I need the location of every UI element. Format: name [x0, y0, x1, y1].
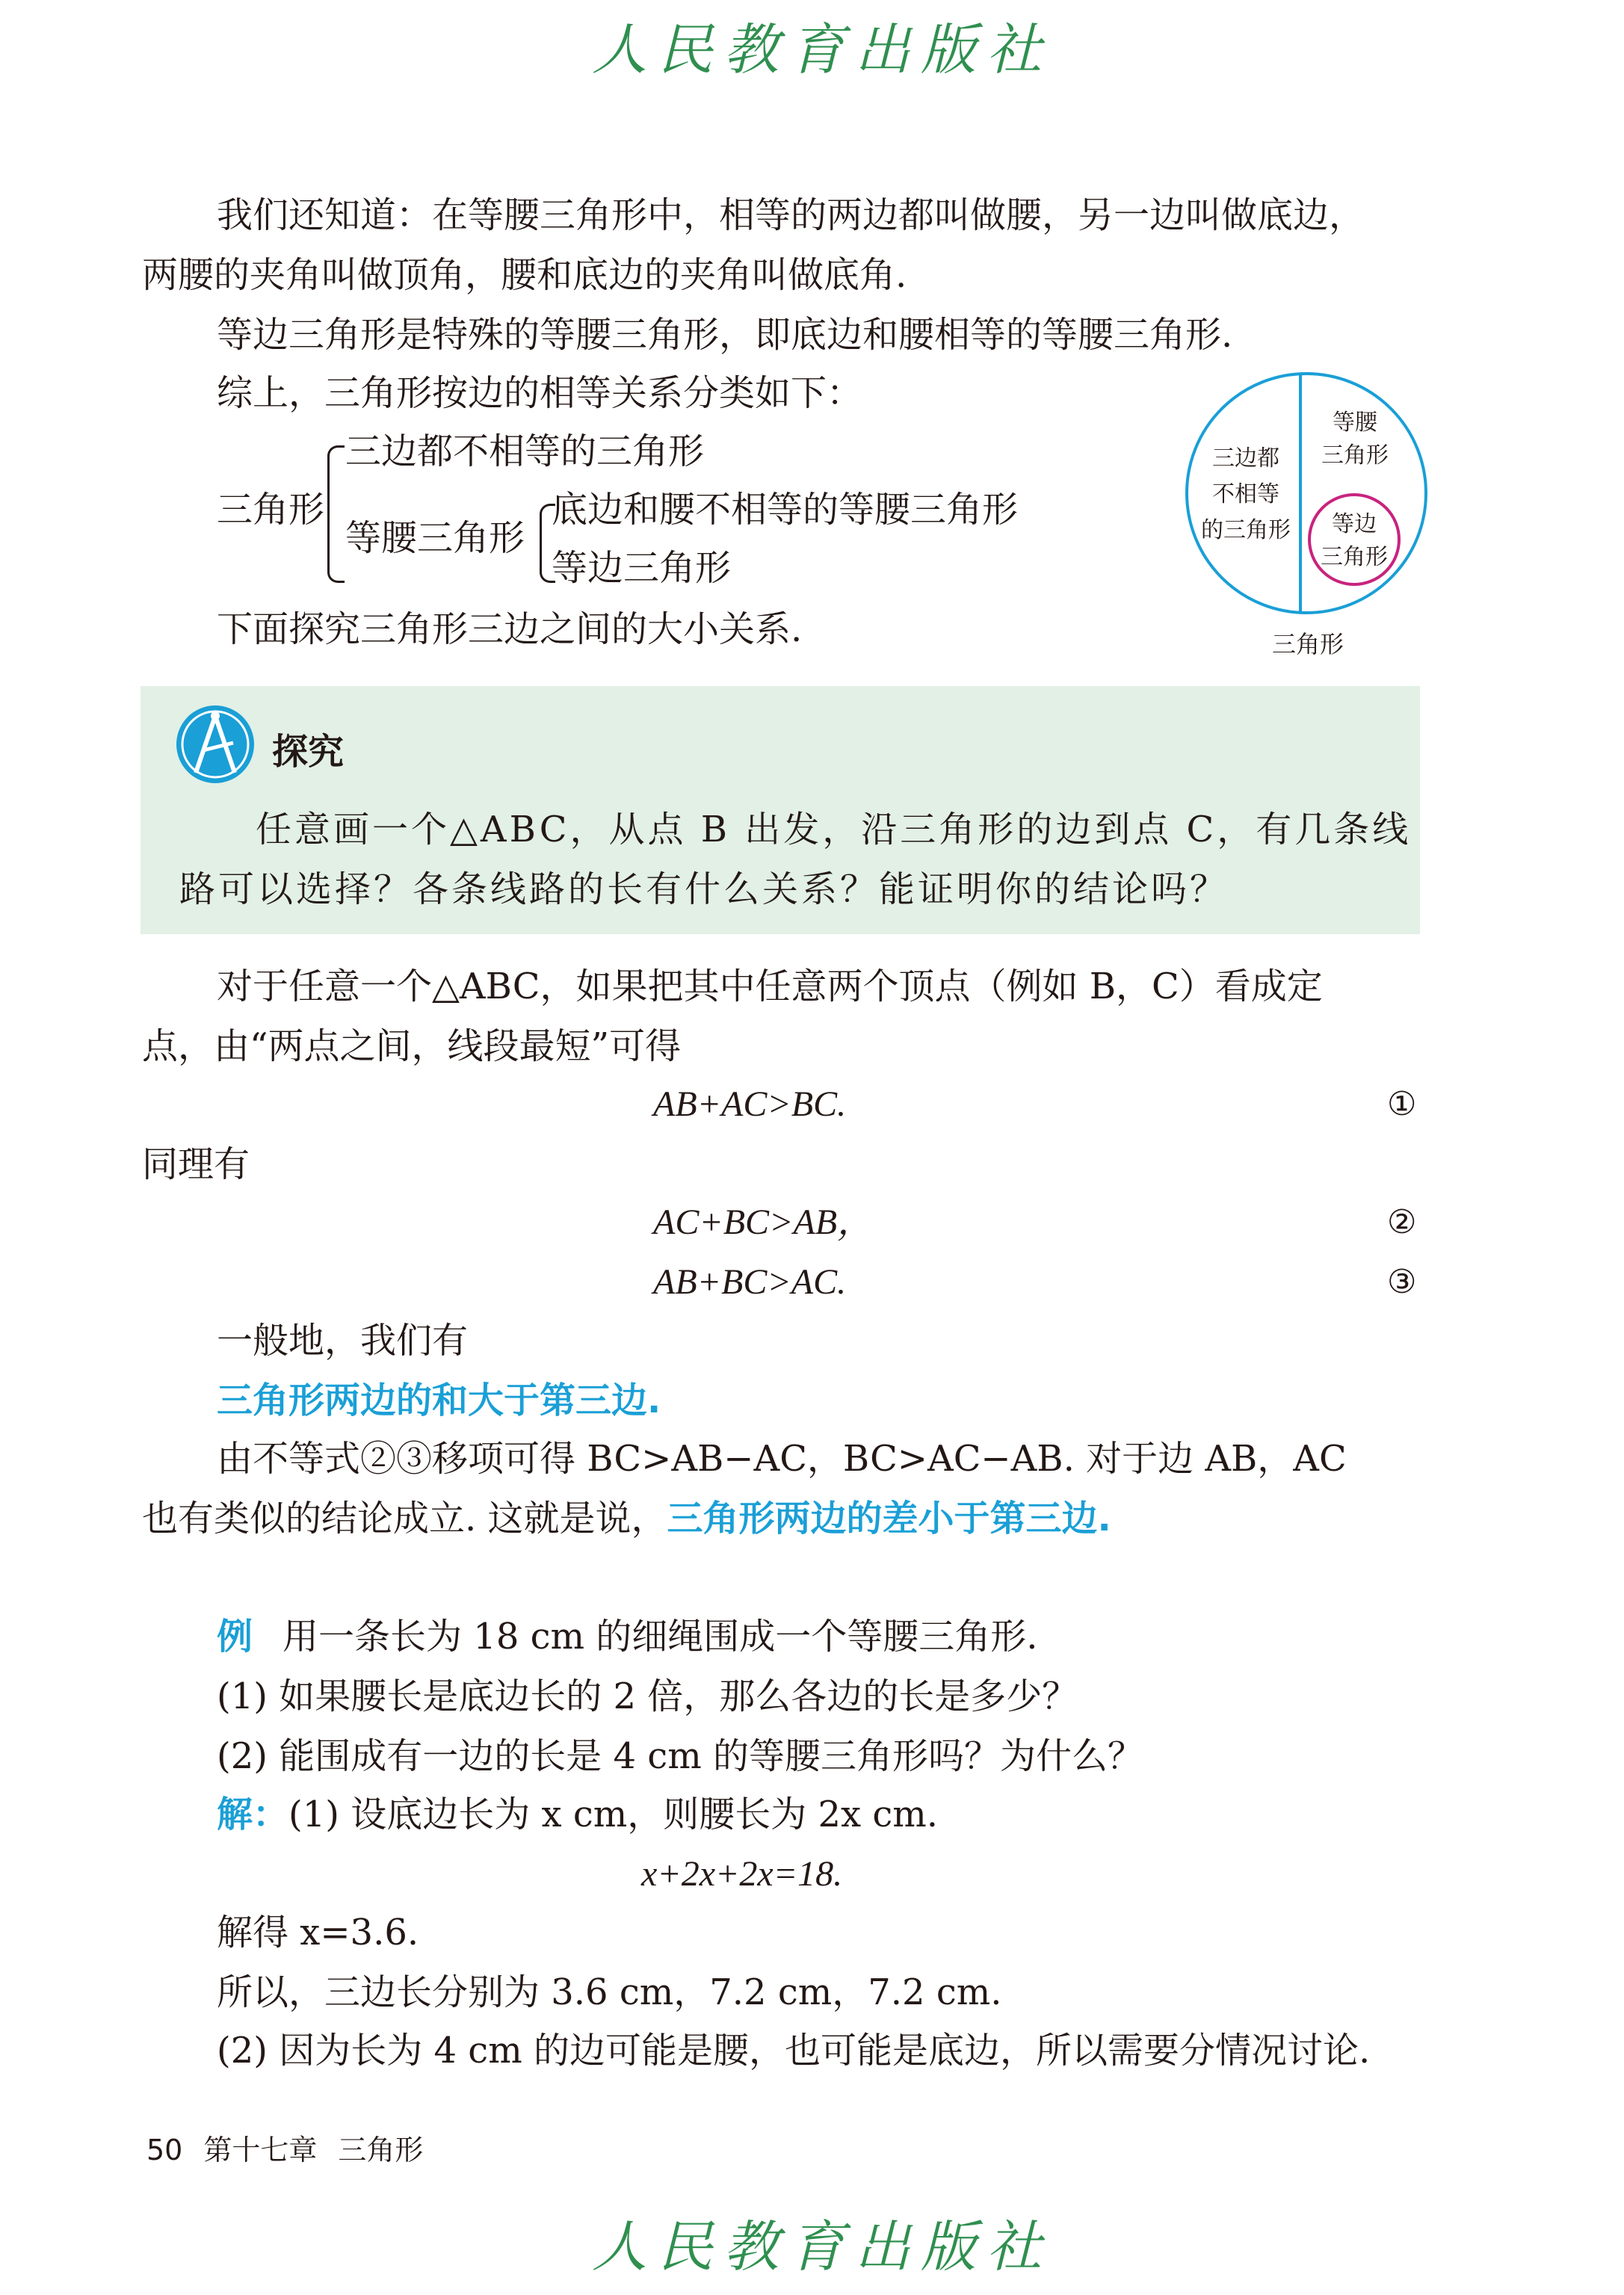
solution-label: 解： [217, 1794, 289, 1835]
inequality-2: AC+BC>AB， [653, 1202, 874, 1242]
venn-right-line-1: 等腰 [1333, 410, 1377, 436]
example-text: 用一条长为 18 cm 的细绳围成一个等腰三角形. [282, 1616, 1038, 1658]
example-label: 例 [217, 1616, 253, 1658]
venn-left-line-3: 的三角形 [1201, 517, 1291, 543]
explore-line-1: 任意画一个△ABC，从点 B 出发，沿三角形的边到点 C，有几条线 [256, 809, 1412, 850]
solution-line-1 [217, 1792, 938, 1837]
venn-inner-line-1: 等边 [1332, 511, 1377, 537]
classification-branch-1: 三边都不相等的三角形 [345, 430, 705, 472]
paragraph-1-line-1: 我们还知道：在等腰三角形中，相等的两边都叫做腰，另一边叫做底边， [217, 194, 1365, 236]
equation-number-1: ① [1387, 1085, 1417, 1123]
explore-line-2: 路可以选择？各条线路的长有什么关系？能证明你的结论吗？ [179, 868, 1229, 910]
compass-icon [173, 702, 257, 786]
solution-equation: x+2x+2x=18. [641, 1854, 843, 1894]
classification-sub-2: 等边三角形 [552, 547, 732, 589]
chapter-title: 三角形 [338, 2134, 424, 2166]
inequality-1: AB+AC>BC. [653, 1084, 847, 1124]
venn-left-line-1: 三边都 [1212, 445, 1279, 472]
chapter-label: 第十七章 [203, 2134, 318, 2166]
paragraph-2: 等边三角形是特殊的等腰三角形，即底边和腰相等的等腰三角形. [217, 314, 1233, 356]
example-question-1: (1) 如果腰长是底边长的 2 倍，那么各边的长是多少？ [217, 1675, 1078, 1717]
inequality-3: AB+BC>AC. [653, 1262, 847, 1302]
venn-inner-label [1309, 508, 1399, 574]
venn-left-label [1190, 441, 1302, 549]
page-number: 50 [146, 2134, 183, 2166]
paragraph-4: 下面探究三角形三边之间的大小关系. [217, 608, 803, 650]
solution-line-3: 所以，三边长分别为 3.6 cm，7.2 cm，7.2 cm. [217, 1971, 1002, 2013]
example-statement [217, 1614, 1038, 1659]
general-statement: 一般地，我们有 [217, 1320, 469, 1362]
classification-root: 三角形 [217, 489, 325, 531]
explore-title: 探究 [272, 731, 345, 773]
solution-text-1: (1) 设底边长为 x cm，则腰长为 2x cm. [288, 1794, 939, 1835]
venn-caption: 三角形 [1271, 630, 1344, 658]
solution-line-4: (2) 因为长为 4 cm 的边可能是腰，也可能是底边，所以需要分情况讨论. [217, 2030, 1371, 2072]
proof-line-4 [142, 1496, 1111, 1541]
solution-line-2: 解得 x=3.6. [217, 1912, 419, 1953]
paragraph-1-line-2: 两腰的夹角叫做顶角，腰和底边的夹角叫做底角. [142, 254, 907, 296]
page-footer [146, 2131, 423, 2169]
venn-inner-line-2: 三角形 [1321, 544, 1388, 570]
theorem-sum: 三角形两边的和大于第三边. [217, 1380, 661, 1421]
equation-number-3: ③ [1387, 1263, 1417, 1301]
venn-right-label [1306, 407, 1404, 472]
equation-number-2: ② [1387, 1203, 1417, 1241]
same-reason: 同理有 [142, 1143, 250, 1185]
classification-branch-2: 等腰三角形 [345, 517, 525, 559]
proof-line-1: 对于任意一个△ABC，如果把其中任意两个顶点（例如 B，C）看成定 [217, 966, 1323, 1007]
classification-sub-1: 底边和腰不相等的等腰三角形 [552, 489, 1019, 531]
paragraph-3: 综上，三角形按边的相等关系分类如下： [217, 372, 863, 414]
proof-line-2: 点，由“两点之间，线段最短”可得 [142, 1025, 682, 1067]
proof-line-4-text: 也有类似的结论成立. 这就是说， [142, 1498, 667, 1539]
venn-left-line-2: 不相等 [1212, 481, 1279, 507]
proof-line-3: 由不等式②③移项可得 BC>AB−AC，BC>AC−AB. 对于边 AB，AC [217, 1438, 1347, 1480]
brace-main [327, 445, 345, 583]
example-question-2: (2) 能围成有一边的长是 4 cm 的等腰三角形吗？为什么？ [217, 1735, 1143, 1777]
publisher-watermark-top: 人民教育出版社 [592, 18, 1052, 82]
theorem-difference: 三角形两边的差小于第三边. [667, 1498, 1111, 1539]
publisher-watermark-bottom: 人民教育出版社 [592, 2215, 1052, 2279]
venn-right-line-2: 三角形 [1321, 442, 1389, 469]
